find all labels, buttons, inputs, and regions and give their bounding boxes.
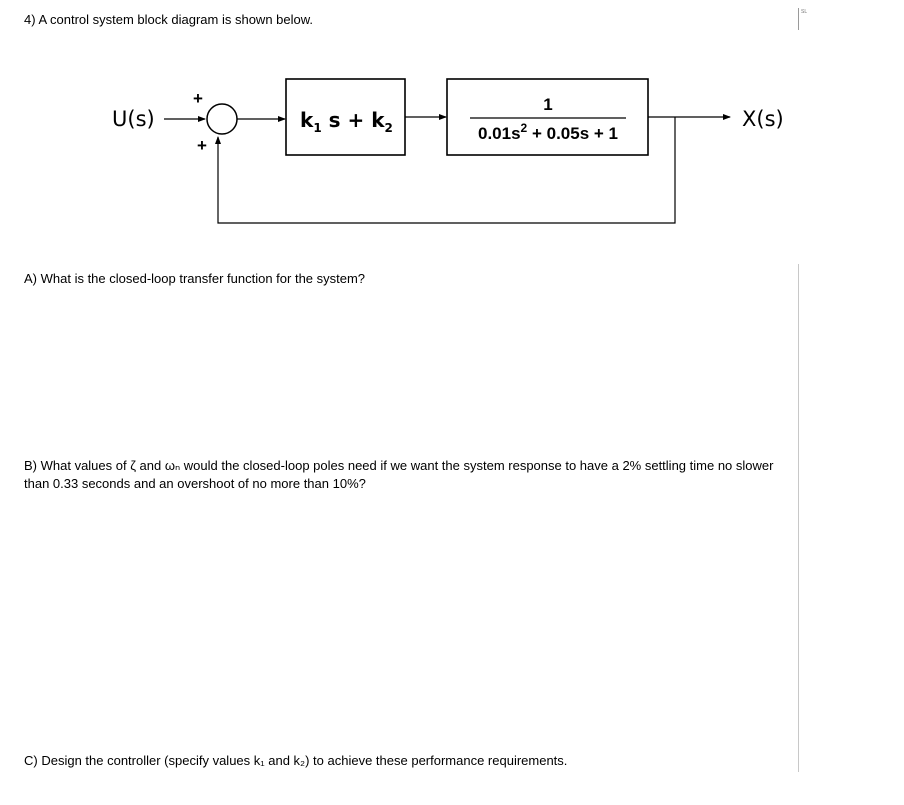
margin-rule — [798, 264, 799, 772]
question-c: C) Design the controller (specify values k₁ and k₂) to achieve these performance requirements. — [24, 753, 568, 768]
input-signal-label: U(s) — [112, 107, 155, 131]
block-diagram — [0, 0, 904, 240]
question-a: A) What is the closed-loop transfer function for the system? — [24, 271, 366, 286]
question-intro: 4) A control system block diagram is shown below. — [24, 12, 314, 27]
corner-label: SL — [801, 9, 808, 15]
plant-block — [447, 79, 648, 155]
question-b: B) What values of ζ and ωₙ would the closed-loop poles need if we want the system response to have a 2% settling time no slower than 0.33 seconds and an overshoot of no more than 10%? — [24, 458, 774, 491]
output-signal-label: X(s) — [742, 107, 784, 131]
summing-sign-bottom: + — [197, 136, 207, 155]
plant-denominator: $0.01s^2 + 0.05s + 1$ — [478, 121, 618, 143]
plant-numerator: 1 — [543, 95, 553, 114]
summing-junction — [207, 104, 237, 134]
controller-transfer-function: $k_1$ $s + k_2$ — [300, 108, 393, 135]
summing-sign-top: + — [193, 89, 203, 108]
